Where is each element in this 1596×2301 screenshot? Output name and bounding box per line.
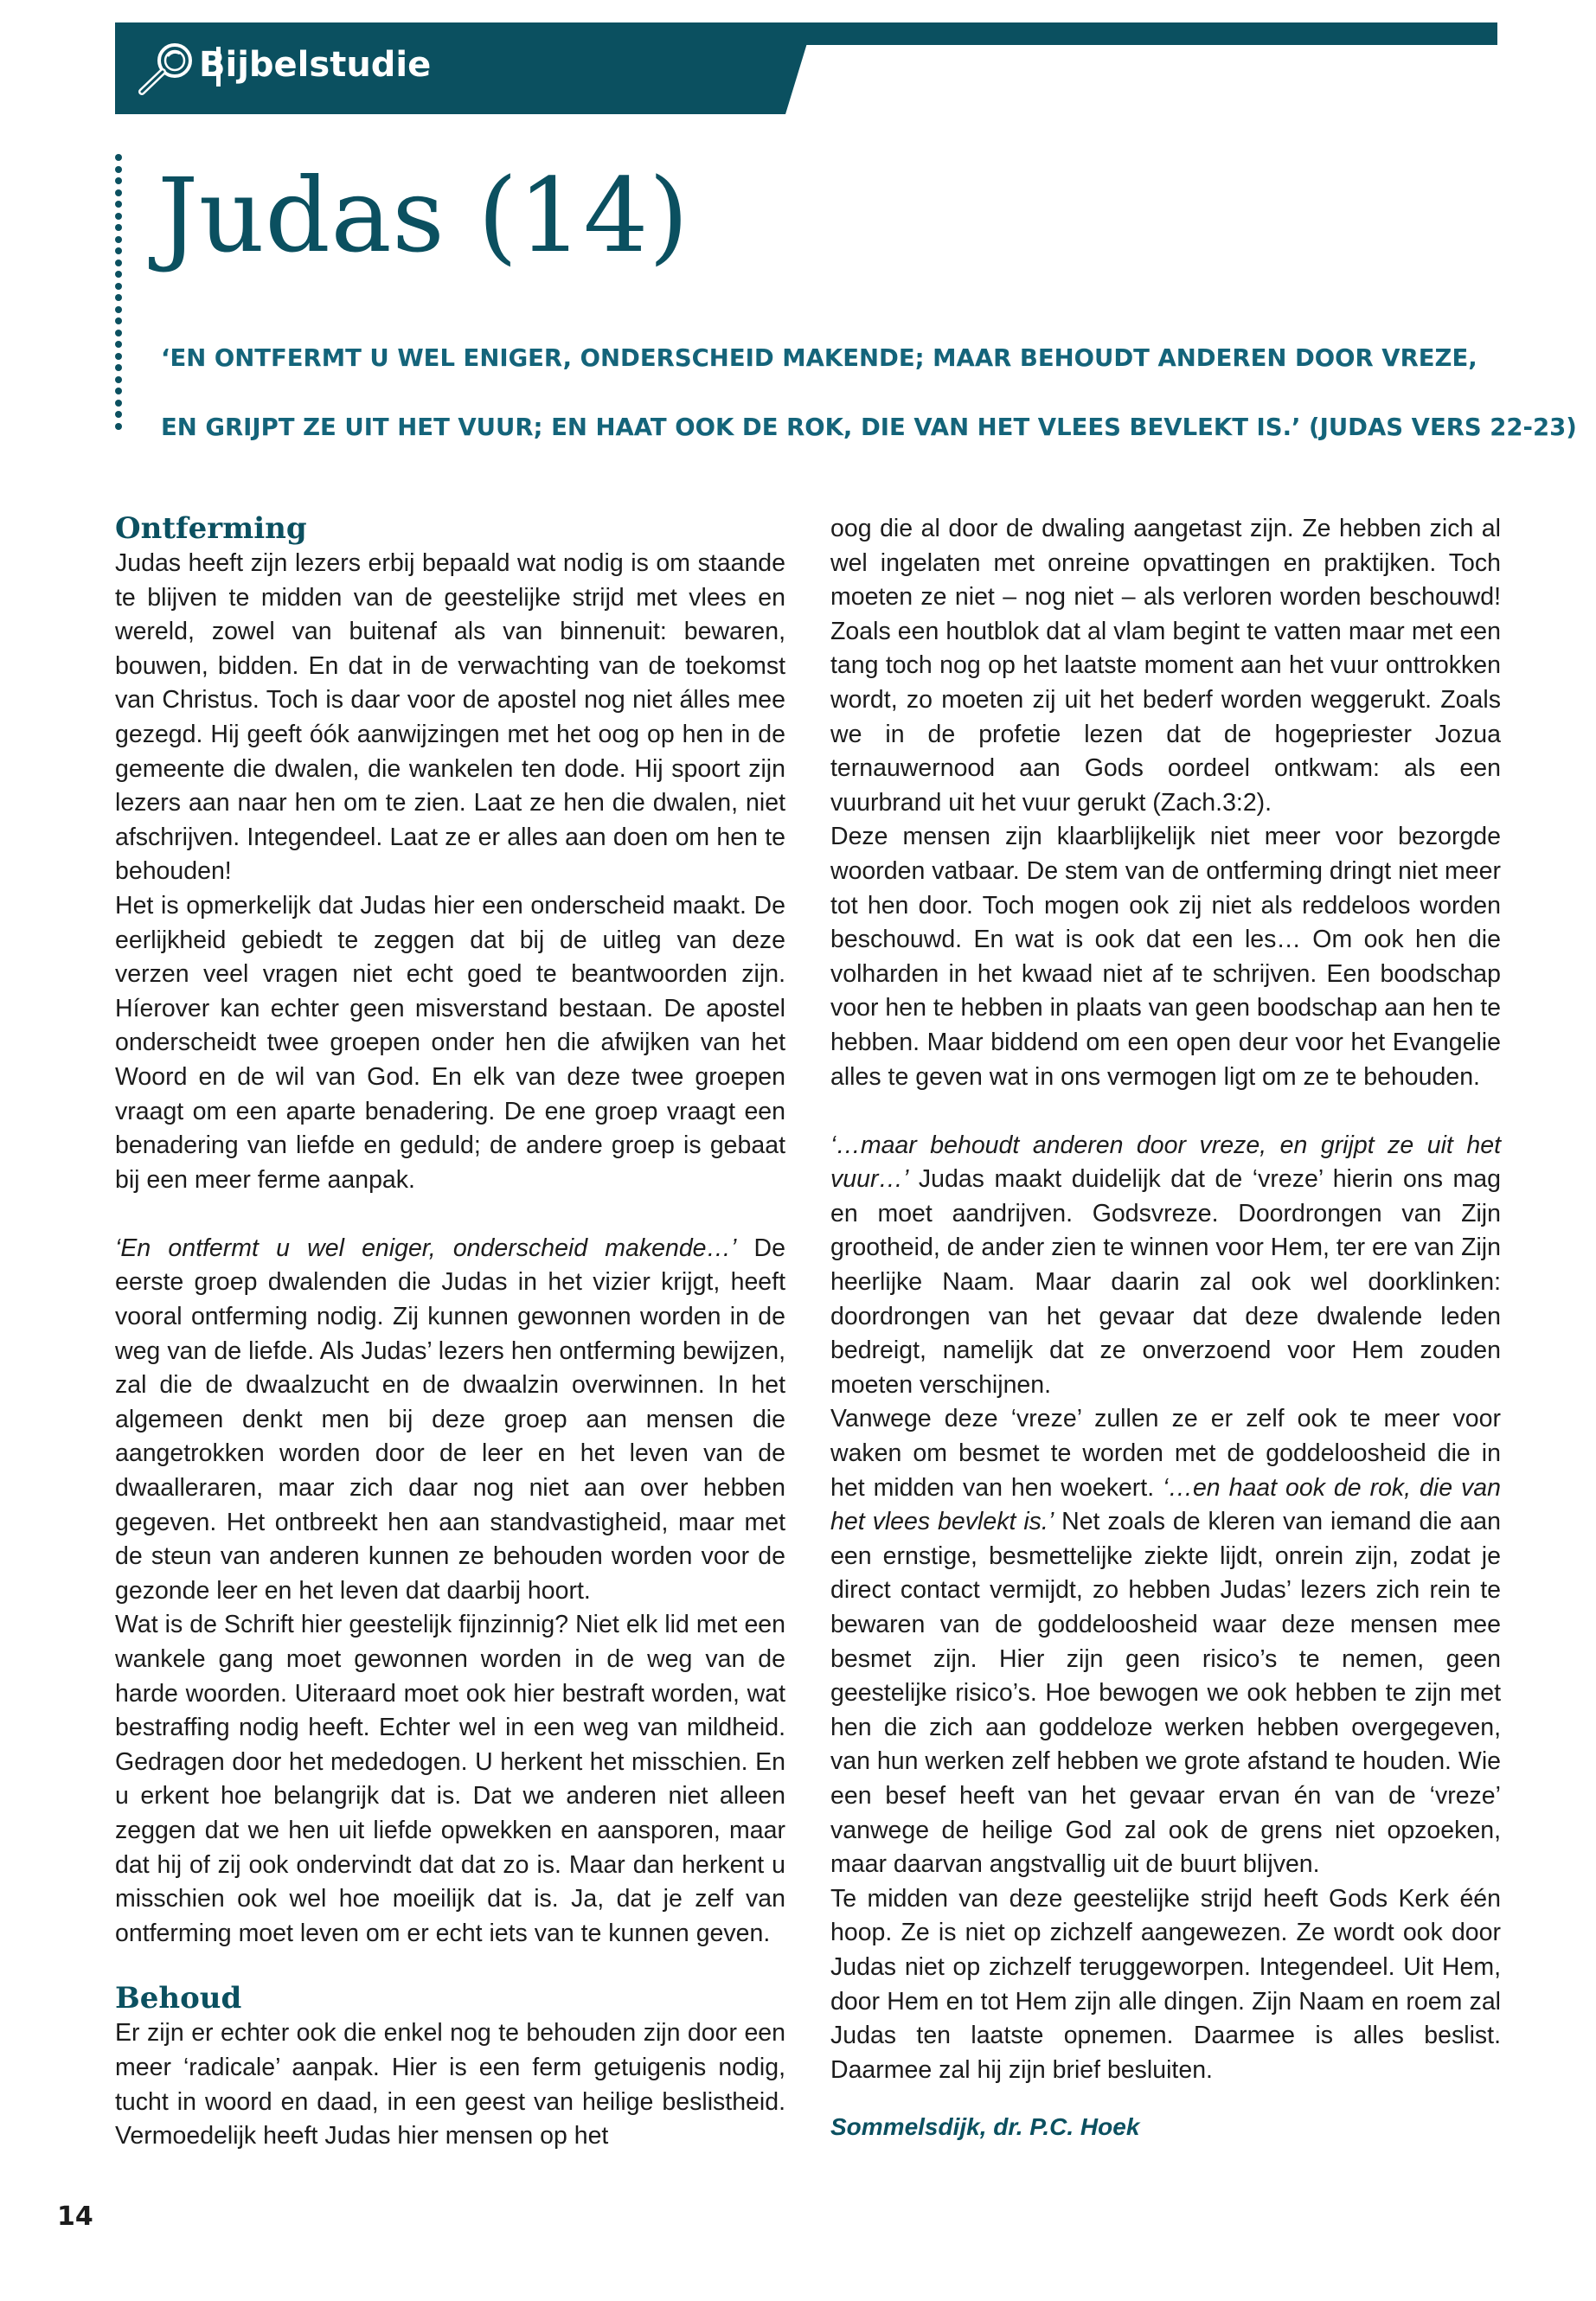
paragraph-text: Judas maakt duidelijk dat de ‘vreze’ hierin ons mag en moet aandrijven. Godsvreze. Doordrongen van Zijn grootheid, de ander zien te winnen voor Hem, ter ere van Zijn heerlijke Naam. Maar daarin zal ook wel doorklinken: doordrongen van het gevaar dat deze dwalende leden bedreigt, namelijk dat ze onverzoend voor Hem zouden moeten verschijnen.: [830, 1165, 1501, 1399]
paragraph: Het is opmerkelijk dat Judas hier een onderscheid maakt. De eerlijkheid gebiedt te zeggen dat bij de uitleg van deze verzen veel vragen niet echt goed te beantwoorden zijn. Híerover kan echter geen misverstand bestaan. De apostel onderscheidt twee groepen onder hen die afwijken van het Woord en de wil van God. En elk van deze twee groepen vraagt om een aparte benadering. De ene groep vraagt een benadering van liefde en geduld; de andere groep is gebaat bij een meer ferme aanpak.: [115, 891, 785, 1194]
paragraph-text: Net zoals de kleren van iemand die aan een ernstige, besmettelijke ziekte lijdt, onrein zijn, zodat je direct contact vermijdt, zo hebben Judas’ lezers zich rein te bewaren van de goddeloosheid waar deze mensen mee besmet zijn. Hier zijn geen risico’s te nemen, geen geestelijke risico’s. Hoe bewogen we ook hebben te zijn met hen die zich aan goddeloze werken hebben overgegeven, van hun werken zelf hebben we grote afstand te houden. Wie een besef heeft van het gevaar ervan én van de ‘vreze’ vanwege de heilige God zal ook de grens niet opzoeken, maar daarvan angstvallig uit de buurt blijven.: [830, 1508, 1502, 1879]
author-signature: Sommelsdijk, dr. P.C. Hoek: [830, 2113, 1140, 2141]
paragraph-text: Vanwege deze ‘vreze’ zullen ze er zelf ook te meer voor waken om besmet te worden met de goddeloosheid die in het midden van hen woekert.: [830, 1405, 1501, 1502]
italic-quote: ‘…maar behoudt anderen door vreze, en grijpt ze uit het vuur…’: [830, 1131, 1501, 1194]
article-title: Judas (14): [157, 156, 689, 275]
section-label: Bijbelstudie: [199, 45, 432, 85]
paragraph: [830, 1402, 1501, 1881]
scripture-quote-line-2: EN GRIJPT ZE UIT HET VUUR; EN HAAT OOK DE ROK, DIE VAN HET VLEES BEVLEKT IS.’ (JUDAS VERS 22-23): [161, 413, 1577, 441]
paragraph: Te midden van deze geestelijke strijd heeft Gods Kerk één hoop. Ze is niet op zichzelf aangewezen. Ze wordt ook door Judas niet op zichzelf teruggeworpen. Integendeel. Uit Hem, door Hem en tot Hem zijn alle dingen. Zijn Naam en roem zal Judas ten laatste opnemen. Daarmee is alles beslist. Daarmee zal hij zijn brief besluiten.: [830, 1884, 1501, 2084]
paragraph-text: De eerste groep dwalenden die Judas in het vizier krijgt, heeft vooral ontferming nodig. Zij kunnen gewonnen worden in de weg van de liefde. Als Judas’ lezers hen ontferming bewijzen, zal die de dwaalzucht en de dwaalzin overwinnen. In het algemeen denkt men bij deze groep aan mensen die aangetrokken worden door de leer en het leven van de dwaalleraren, maar zich daar nog niet aan over hebben gegeven. Het ontbreekt hen aan standvastigheid, maar met de steun van anderen kunnen ze behouden worden voor de gezonde leer en het leven dat daarbij hoort.: [115, 1234, 785, 1605]
paragraph: Deze mensen zijn klaarblijkelijk niet meer voor bezorgde woorden vatbaar. De stem van de ontferming dringt niet meer tot hen door. Toch mogen ook zij niet als reddeloos worden beschouwd. En wat is ook dat een les… Om ook hen die volharden in het kwaad niet af te schrijven. Een boodschap voor hen te hebben in plaats van geen boodschap aan hen te hebben. Maar biddend om een open deur voor het Evangelie alles te geven wat in ons vermogen ligt om ze te behouden.: [830, 823, 1501, 1091]
paragraph: Wat is de Schrift hier geestelijk fijnzinnig? Niet elk lid met een wankele gang moet gewonnen worden in de weg van de harde woorden. Uiteraard moet ook hier bestraft worden, wat bestraffing nodig heeft. Echter wel in een weg van mildheid. Gedragen door het mededogen. U herkent het misschien. En u erkent hoe belangrijk dat is. Dat we anderen niet alleen zeggen dat we hen uit liefde opwekken en aansporen, maar dat hij of zij ook ondervindt dat dat zo is. Maar dan herkent u misschien ook wel hoe moeilijk dat is. Ja, dat je zelf van ontferming moet leven om er echt iets van te kunnen geven.: [115, 1611, 785, 1947]
section-heading-behoud: Behoud: [115, 1981, 242, 2016]
magnifier-icon: [130, 38, 199, 99]
right-column: [830, 512, 1501, 2141]
page-number: 14: [57, 2202, 93, 2232]
section-heading-ontferming: Ontferming: [115, 511, 307, 546]
italic-quote: ‘…en haat ook de rok, die van het vlees bevlekt is.’: [830, 1473, 1502, 1536]
paragraph: [830, 1129, 1501, 1403]
scripture-quote-line-1: ‘EN ONTFERMT U WEL ENIGER, ONDERSCHEID MAKENDE; MAAR BEHOUDT ANDEREN DOOR VREZE,: [161, 344, 1477, 372]
paragraph: [115, 1232, 785, 1609]
paragraph: Judas heeft zijn lezers erbij bepaald wat nodig is om staande te blijven te midden van de geestelijke strijd met vlees en wereld, zowel van buitenaf als van binnenuit: bewaren, bouwen, bidden. En dat in de verwachting van de toekomst van Christus. Toch is daar voor de apostel nog niet álles mee gezegd. Hij geeft óók aanwijzingen met het oog op hen in de gemeente die dwalen, die wankelen ten dode. Hij spoort zijn lezers aan naar hen om te zien. Laat ze hen die dwalen, niet afschrijven. Integendeel. Laat ze er alles aan doen om hen te behouden!: [115, 549, 785, 886]
dotted-rule: [113, 154, 124, 439]
paragraph: oog die al door de dwaling aangetast zijn. Ze hebben zich al wel ingelaten met onreine opvattingen en praktijken. Toch moeten ze niet – nog niet – als verloren worden beschouwd! Zoals een houtblok dat al vlam begint te vatten maar met een tang toch nog op het laatste moment aan het vuur onttrokken wordt, zo moeten zij uit het bederf worden weggerukt. Zoals we in de profetie lezen dat de hogepriester Jozua ternauwernood aan Gods oordeel ontkwam: als een vuurbrand uit het vuur gerukt (Zach.3:2).: [830, 515, 1501, 817]
paragraph: Er zijn er echter ook die enkel nog te behouden zijn door een meer ‘radicale’ aanpak. Hier is een ferm getuigenis nodig, tucht in woord en daad, in een geest van heilige beslistheid. Vermoedelijk heeft Judas hier mensen op het: [115, 2019, 785, 2150]
italic-quote: ‘En ontfermt u wel eniger, onderscheid makende…’: [115, 1234, 737, 1262]
left-column: [115, 510, 785, 2154]
